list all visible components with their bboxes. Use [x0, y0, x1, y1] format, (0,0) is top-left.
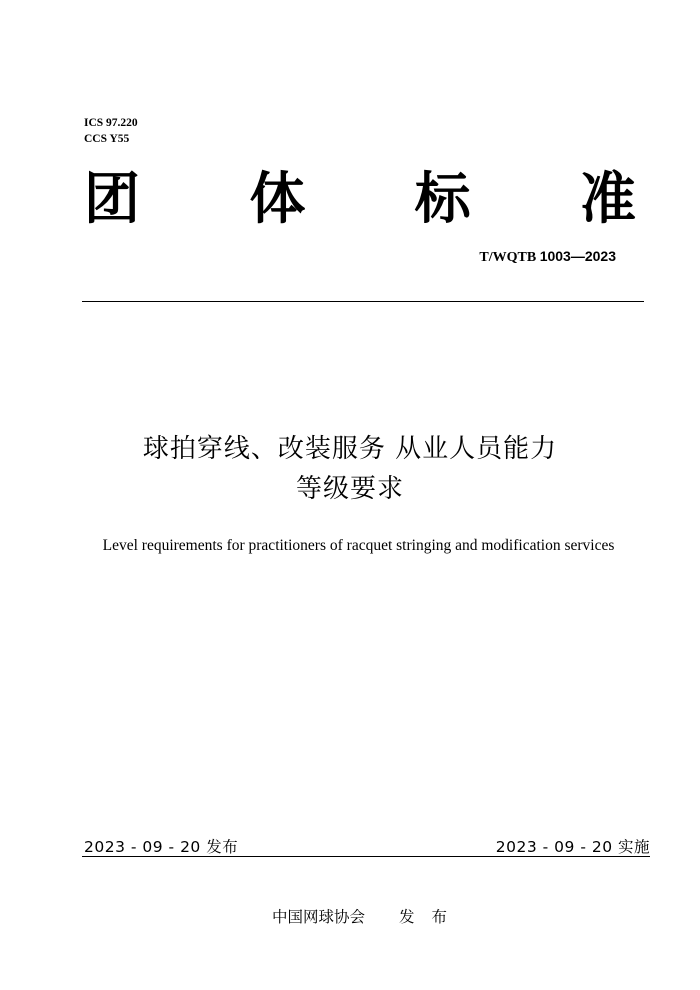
title-zh-line1: 球拍穿线、改装服务 从业人员能力	[142, 434, 558, 464]
implementation-date: 2023 - 09 - 20 实施	[495, 838, 650, 856]
doc-type-char-1: 团	[84, 167, 140, 232]
title-zh-line2: 等级要求	[295, 474, 404, 504]
doc-type-char-2: 体	[249, 167, 306, 232]
doc-type-char-4: 准	[579, 167, 636, 232]
title-en: Level requirements for practitioners of racquet stringing and modification services	[102, 537, 615, 554]
document-type-title	[84, 160, 636, 240]
ccs-code: CCS Y55	[84, 133, 130, 145]
standard-code: 1003—2023	[539, 248, 616, 264]
standard-prefix: T/WQTB	[479, 250, 537, 265]
classification-codes	[84, 115, 138, 147]
standard-number	[479, 248, 616, 266]
issue-date: 2023 - 09 - 20 发布	[84, 838, 239, 856]
footer-divider	[82, 856, 650, 857]
ics-code: ICS 97.220	[84, 117, 138, 129]
doc-type-char-3: 标	[414, 167, 471, 232]
header-divider	[82, 301, 644, 302]
issuer-name: 中国网球协会	[272, 908, 366, 926]
issuer-action: 发 布	[399, 908, 453, 926]
issuer	[272, 905, 453, 927]
